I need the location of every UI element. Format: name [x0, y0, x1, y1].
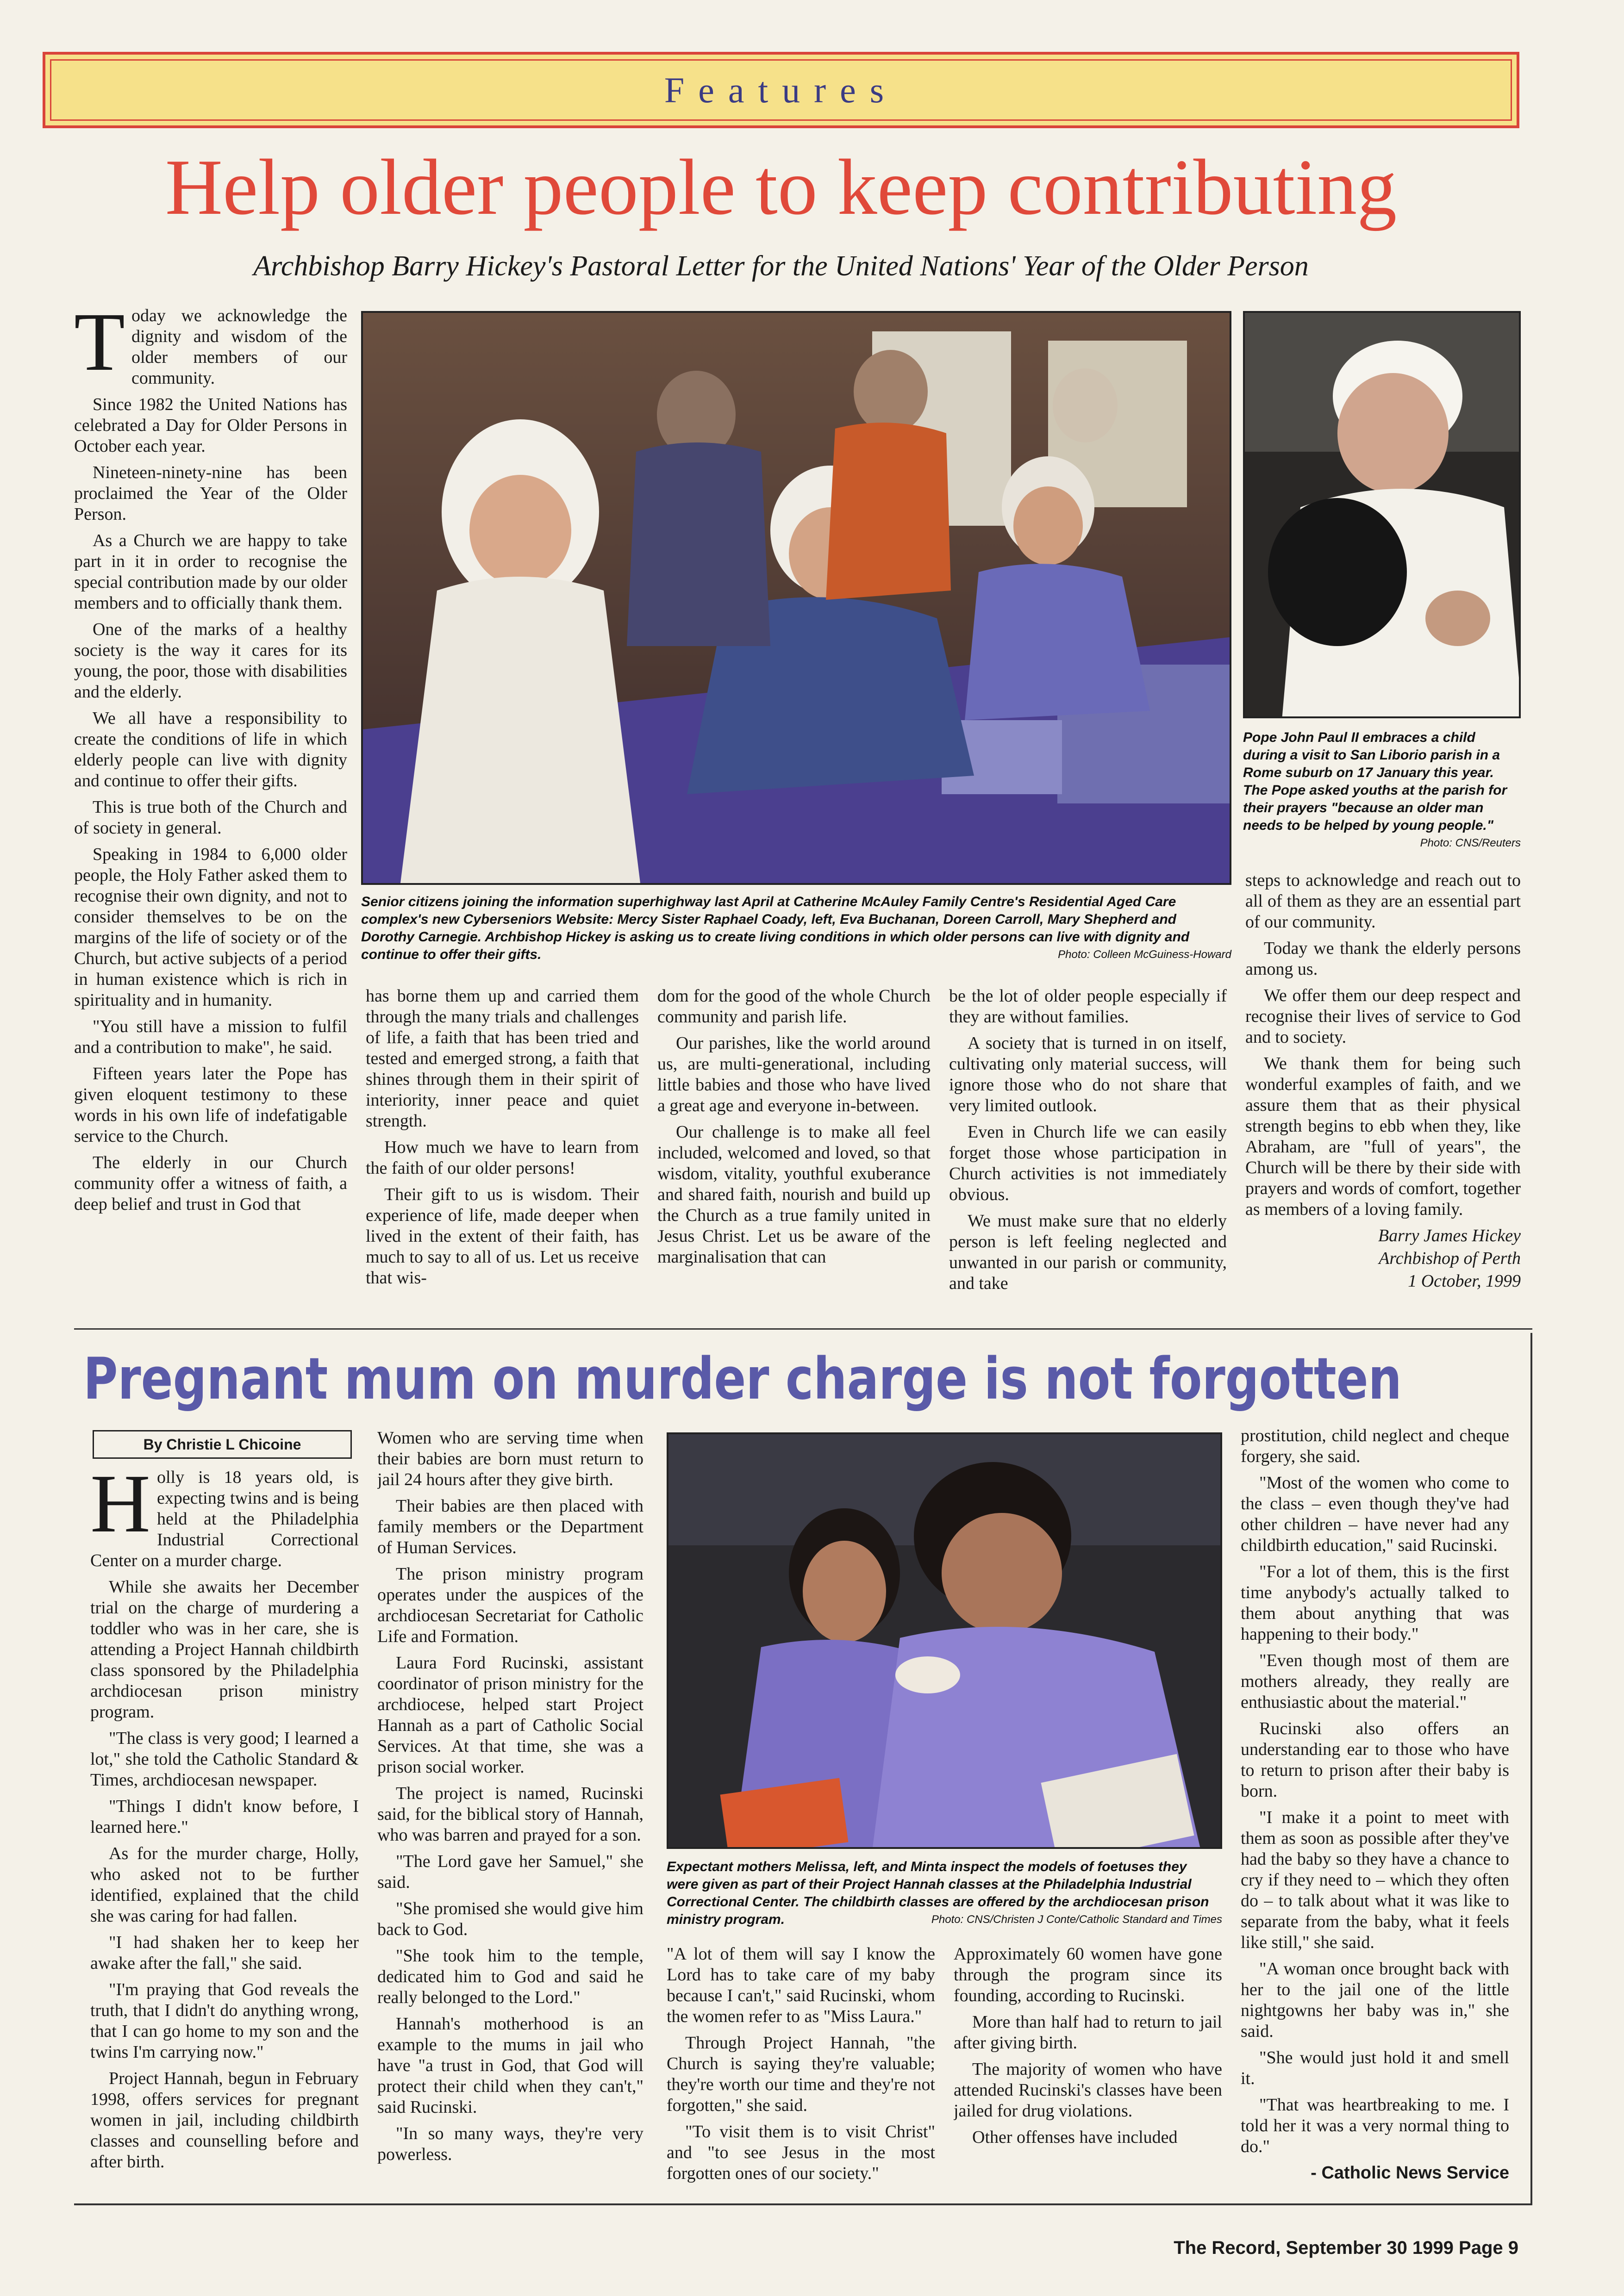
story1-column-2 [366, 986, 639, 1328]
signature-date: 1 October, 1999 [1408, 1271, 1521, 1291]
drop-cap: H [90, 1467, 150, 1549]
paragraph: We must make sure that no elderly person is left feeling neglected and unwanted in our parish or community, and take [949, 1211, 1227, 1293]
paragraph: prostitution, child neglect and cheque forgery, she said. [1241, 1426, 1509, 1466]
paragraph: "For a lot of them, this is the first time anybody's actually talked to them about anything that was happening to their body." [1241, 1562, 1509, 1644]
paragraph: "Things I didn't know before, I learned here." [90, 1797, 359, 1837]
paragraph: How much we have to learn from the faith of our older persons! [366, 1138, 639, 1178]
paragraph: The prison ministry program operates under the auspices of the archdiocesan Secretariat for Catholic Life and Formation. [377, 1564, 643, 1646]
paragraph: Hannah's motherhood is an example to the mums in jail who have "a trust in God, that God will protect their child when they can't," said Rucinski. [377, 2014, 643, 2117]
story2-column-5 [1241, 1425, 1509, 2198]
paragraph: The elderly in our Church community offer a witness of faith, a deep belief and trust in God that [74, 1153, 347, 1214]
story2-byline: By Christie L Chicoine [93, 1430, 352, 1459]
paragraph: has borne them up and carried them through the many trials and challenges of life, a faith that has been tried and tested and emerged strong, a faith that shines through them in their spirit of interiority, inner peace and quiet strength. [366, 986, 639, 1131]
story1-column-5 [1245, 870, 1521, 1328]
photo-expectant-mothers [667, 1432, 1222, 1849]
paragraph: Their gift to us is wisdom. Their experience of life, made deeper when lived in the extent of their faith, has much to say to all of us. Let us receive that wis- [366, 1185, 639, 1288]
paragraph: "She promised she would give him back to God. [377, 1899, 643, 1939]
paragraph: Rucinski also offers an understanding ear to those who have to return to prison after their baby is born. [1241, 1719, 1509, 1801]
photo-seniors-computers [361, 311, 1231, 885]
paragraph: Approximately 60 women have gone through the program since its founding, according to Rucinski. [954, 1944, 1222, 2005]
wire-service-credit: - Catholic News Service [1311, 2163, 1509, 2183]
signature-name: Barry James Hickey [1378, 1226, 1521, 1245]
story1-subhead: Archbishop Barry Hickey's Pastoral Letter for the United Nations' Year of the Older Person [253, 250, 1309, 282]
paragraph: Our parishes, like the world around us, are multi-generational, including little babies and those who have lived a great age and everyone in-between. [657, 1033, 931, 1115]
paragraph: Even in Church life we can easily forget those whose participation in Church activities is not immediately obvious. [949, 1122, 1227, 1204]
drop-cap: T [74, 305, 125, 388]
paragraph: We thank them for being such wonderful examples of faith, and we assure them that as their physical strength begins to ebb when they, like Abraham, are "full of years", the Church will be there by their side with prayers and words of comfort, together as members of a loving family. [1245, 1054, 1521, 1219]
paragraph: Today we thank the elderly persons among us. [1245, 939, 1521, 979]
story-divider [74, 1328, 1532, 1330]
photo-expectant-mothers-image [668, 1434, 1222, 1849]
photo-credit: Photo: Colleen McGuiness-Howard [1058, 948, 1231, 961]
paragraph: Through Project Hannah, "the Church is saying they're valuable; they're worth our time and they're not forgotten," she said. [667, 2033, 935, 2115]
photo-seniors-image [363, 313, 1231, 885]
paragraph: We all have a responsibility to create the conditions of life in which elderly people can live with dignity and continue to offer their gifts. [74, 709, 347, 790]
paragraph: "In so many ways, they're very powerless. [377, 2124, 643, 2164]
page-footer: The Record, September 30 1999 Page 9 [1174, 2238, 1518, 2258]
caption-text: Expectant mothers Melissa, left, and Minta inspect the models of foetuses they were given as part of their Project Hannah classes at the Philadelphia Industrial Correctional Center. The childbirth classes are offered by the archdiocesan prison ministry program. [667, 1859, 1209, 1927]
paragraph: "A lot of them will say I know the Lord has to take care of my baby because I can't," said Rucinski, whom the women refer to as "Miss Laura." [667, 1944, 935, 2026]
story1-column-1 [74, 305, 347, 1328]
paragraph: dom for the good of the whole Church community and parish life. [657, 986, 931, 1027]
paragraph: be the lot of older people especially if they are without families. [949, 986, 1227, 1027]
paragraph: "The Lord gave her Samuel," she said. [377, 1852, 643, 1892]
caption-text: Pope John Paul II embraces a child during a visit to San Liborio parish in a Rome suburb on 17 January this year. The Pope asked youths at the parish for their prayers "because an older man needs to be helped by young people." [1243, 730, 1507, 833]
paragraph: As for the murder charge, Holly, who asked not to be further identified, explained that the child she was caring for had fallen. [90, 1844, 359, 1926]
paragraph: Our challenge is to make all feel included, welcomed and loved, so that wisdom, vitality, youthful exuberance and shared faith, nourish and build up the Church as a true family united in Jesus Christ. Let us be aware of the marginalisation that can [657, 1122, 931, 1267]
paragraph: Women who are serving time when their babies are born must return to jail 24 hours after they give birth. [377, 1428, 643, 1489]
photo-seniors-caption [361, 893, 1231, 964]
paragraph: "The class is very good; I learned a lot," she told the Catholic Standard & Times, archdiocesan newspaper. [90, 1729, 359, 1790]
story1-headline: Help older people to keep contributing [165, 143, 1397, 231]
photo-pope-caption [1243, 729, 1521, 852]
paragraph: Since 1982 the United Nations has celebrated a Day for Older Persons in October each year. [74, 395, 347, 456]
photo-pope-image [1245, 313, 1521, 718]
paragraph: Laura Ford Rucinski, assistant coordinator of prison ministry for the archdiocese, helped start Project Hannah as a part of Catholic Social Services. At that time, she was a prison social worker. [377, 1653, 643, 1777]
paragraph: "A woman once brought back with her to the jail one of the little nightgowns her baby was in," she said. [1241, 1959, 1509, 2041]
story2-column-2 [377, 1428, 643, 2198]
paragraph: Speaking in 1984 to 6,000 older people, the Holy Father asked them to recognise their own dignity, and not to consider themselves to be on the margins of the life of society or of the Church, but active subjects of a period in human existence which is rich in spirituality and in humanity. [74, 845, 347, 1010]
paragraph: "Most of the women who come to the class – even though they've had other children – have never had any childbirth education," said Rucinski. [1241, 1473, 1509, 1555]
story2-column-4 [954, 1944, 1222, 2198]
story1-column-3 [657, 986, 931, 1328]
section-title: Features [664, 69, 898, 110]
story2-c1-p0 [90, 1467, 359, 1571]
story2-lead-text: olly is 18 years old, is expecting twins and is being held at the Philadelphia Industrial Correctional Center on a murder charge. [90, 1468, 359, 1570]
paragraph: "Even though most of them are mothers already, they really are enthusiastic about the material." [1241, 1651, 1509, 1712]
story1-column-4 [949, 986, 1227, 1328]
paragraph: The project is named, Rucinski said, for the biblical story of Hannah, who was barren and prayed for a son. [377, 1784, 643, 1845]
paragraph: Project Hannah, begun in February 1998, offers services for pregnant women in jail, including childbirth classes and counselling before and after birth. [90, 2069, 359, 2172]
paragraph: Other offenses have included [972, 2128, 1178, 2147]
story1-lead-text: oday we acknowledge the dignity and wisdom of the older members of our community. [131, 306, 347, 388]
paragraph: "You still have a mission to fulfil and a contribution to make", he said. [74, 1017, 347, 1057]
story2-column-1 [90, 1467, 359, 2198]
paragraph: "I'm praying that God reveals the truth, that I didn't do anything wrong, that I can go home to my son and the twins I'm carrying now." [90, 1980, 359, 2062]
paragraph: This is true both of the Church and of society in general. [74, 797, 347, 838]
signature-block [1245, 1226, 1521, 1292]
section-banner [43, 52, 1519, 128]
paragraph: Their babies are then placed with family members or the Department of Human Services. [377, 1496, 643, 1557]
paragraph: As a Church we are happy to take part in it in order to recognise the special contribution made by our older members and to officially thank them. [74, 531, 347, 613]
paragraph: Fifteen years later the Pope has given eloquent testimony to these words in his own life of indefatigable service to the Church. [74, 1064, 347, 1146]
caption-text: Senior citizens joining the information superhighway last April at Catherine McAuley Family Centre's Residential Aged Care complex's new Cyberseniors Website: Mercy Sister Raphael Coady, left, Eva Buchanan, Doreen Carroll, Mary Shepherd and Dorothy Carnegie. Archbishop Hickey is asking us to create living conditions in which older persons can live with dignity and continue to offer their gifts. [361, 894, 1190, 962]
story2-column-3 [667, 1944, 935, 2198]
photo-credit: Photo: CNS/Christen J Conte/Catholic Standard and Times [931, 1913, 1222, 1926]
paragraph: The majority of women who have attended Rucinski's classes have been jailed for drug violations. [954, 2060, 1222, 2121]
paragraph: "That was heartbreaking to me. I told her it was a very normal thing to do." [1241, 2095, 1509, 2156]
photo-expectant-mothers-caption [667, 1858, 1222, 1929]
story1-c1-p0 [74, 305, 347, 389]
paragraph: "I make it a point to meet with them as soon as possible after they've had the baby so they have a chance to cry if they need to – which they often do – to talk about what it was like to separate from the baby, what it feels like still," she said. [1241, 1808, 1509, 1952]
paragraph: Nineteen-ninety-nine has been proclaimed the Year of the Older Person. [74, 463, 347, 524]
paragraph: steps to acknowledge and reach out to all of them as they are an essential part of our community. [1245, 871, 1521, 932]
paragraph: "She would just hold it and smell it. [1241, 2048, 1509, 2088]
paragraph: A society that is turned in on itself, cultivating only material success, will ignore those who do not share that very limited outlook. [949, 1033, 1227, 1115]
photo-pope [1243, 311, 1521, 718]
paragraph: One of the marks of a healthy society is the way it cares for its young, the poor, those with disabilities and the elderly. [74, 620, 347, 702]
paragraph: We offer them our deep respect and recognise their lives of service to God and to society. [1245, 986, 1521, 1047]
paragraph: More than half had to return to jail after giving birth. [954, 2012, 1222, 2053]
story2-headline: Pregnant mum on murder charge is not forgotten [83, 1346, 1402, 1412]
photo-credit: Photo: CNS/Reuters [1420, 837, 1521, 849]
paragraph: "To visit them is to visit Christ" and "to see Jesus in the most forgotten ones of our society." [667, 2122, 935, 2183]
paragraph: "She took him to the temple, dedicated him to God and said he really belonged to the Lord." [377, 1946, 643, 2007]
paragraph: "I had shaken her to keep her awake after the fall," she said. [90, 1933, 359, 1973]
paragraph: While she awaits her December trial on the charge of murdering a toddler who was in her care, she is attending a Project Hannah childbirth class sponsored by the Philadelphia archdiocesan prison ministry program. [90, 1577, 359, 1722]
signature-title: Archbishop of Perth [1379, 1249, 1521, 1268]
